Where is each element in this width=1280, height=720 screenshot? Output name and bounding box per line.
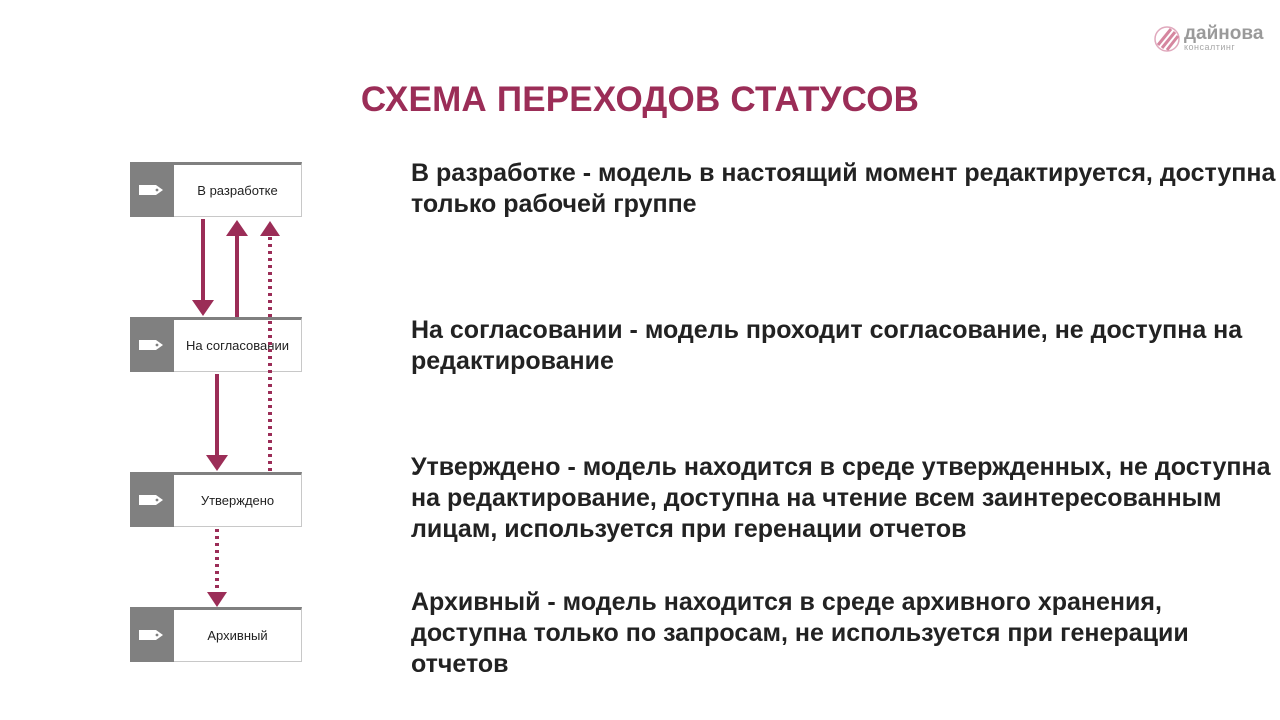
description-approved: Утверждено - модель находится в среде утвержденных, не доступна на редактирование, доступна на чтение всем заинтересованным лицам, используется при геренации отчетов (411, 453, 1271, 543)
status-label-approval: На согласовании (186, 338, 289, 353)
description-archived: Архивный - модель находится в среде архивного хранения, доступна только по запросам, не используется при генерации отчетов (411, 588, 1189, 678)
status-label-development: В разработке (197, 183, 278, 198)
arrow-approval-to-development (226, 220, 248, 317)
arrow-approved-to-development (260, 221, 280, 471)
logo-name: дайнова (1184, 23, 1264, 44)
status-label-approved: Утверждено (200, 493, 275, 508)
arrow-approved-to-archived (207, 529, 227, 607)
arrow-approval-to-approved (206, 374, 228, 471)
logo-subtitle: консалтинг (1184, 42, 1236, 52)
page-title: СХЕМА ПЕРЕХОДОВ СТАТУСОВ (360, 80, 920, 119)
arrow-development-to-approval (192, 219, 214, 316)
description-development: В разработке - модель в настоящий момент редактируется, доступна только рабочей группе (411, 159, 1276, 218)
status-label-archived: Архивный (207, 628, 268, 643)
description-approval: На согласовании - модель проходит согласование, не доступна на редактирование (411, 316, 1243, 375)
